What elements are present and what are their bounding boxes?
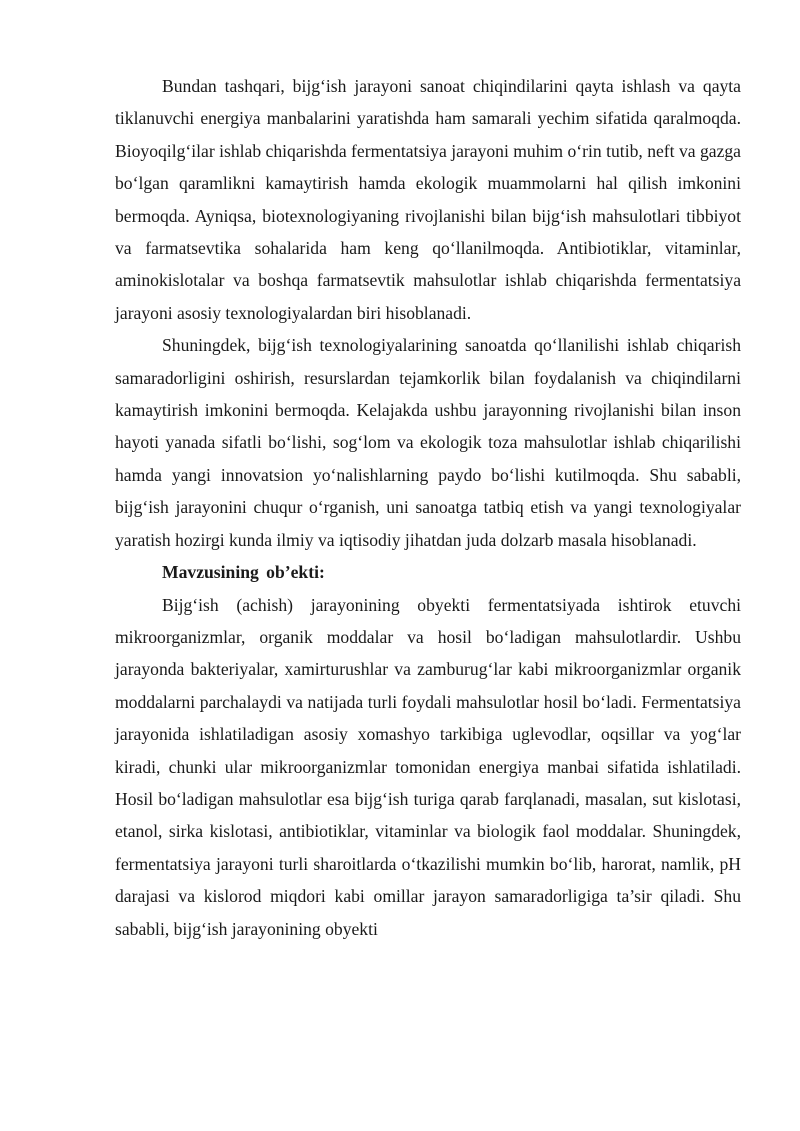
document-body (115, 70, 741, 945)
paragraph-fermentation-object: Bijg‘ish (achish) jarayonining obyekti fermentatsiyada ishtirok etuvchi mikroorganizmlar, organik moddalar va hosil bo‘ladigan mahsulotlardir. Ushbu jarayonda bakteriyalar, xamirturushlar va zamburug‘lar kabi mikroorganizmlar organik moddalarni parchalaydi va natijada turli foydali mahsulotlar hosil bo‘ladi. Fermentatsiya jarayonida ishlatiladigan asosiy xomashyo tarkibiga uglevodlar, oqsillar va yog‘lar kiradi, chunki ular mikroorganizmlar tomonidan energiya manbai sifatida ishlatiladi. Hosil bo‘ladigan mahsulotlar esa bijg‘ish turiga qarab farqlanadi, masalan, sut kislotasi, etanol, sirka kislotasi, antibiotiklar, vitaminlar va biologik faol moddalar. Shuningdek, fermentatsiya jarayoni turli sharoitlarda o‘tkazilishi mumkin bo‘lib, harorat, namlik, pH darajasi va kislorod miqdori kabi omillar jarayon samaradorligiga ta’sir qiladi. Shu sababli, bijg‘ish jarayonining obyekti (115, 594, 741, 939)
section-heading-object: Mavzusining ob’ekti: (162, 562, 325, 583)
paragraph-industrial-waste: Bundan tashqari, bijg‘ish jarayoni sanoat chiqindilarini qayta ishlash va qayta tiklanuvchi energiya manbalarini yaratishda ham samarali yechim sifatida qaralmoqda. Bioyoqilg‘ilar ishlab chiqarishda fermentatsiya jarayoni muhim o‘rin tutib, neft va gazga bo‘lgan qaramlikni kamaytirish hamda ekologik muammolarni hal qilish imkonini bermoqda. Ayniqsa, biotexnologiyaning rivojlanishi bilan bijg‘ish mahsulotlari tibbiyot va farmatsevtika sohalarida ham keng qo‘llanilmoqda. Antibiotiklar, vitaminlar, aminokislotalar va boshqa farmatsevtik mahsulotlar ishlab chiqarishda fermentatsiya jarayoni asosiy texnologiyalardan biri hisoblanadi. (115, 76, 741, 323)
paragraph-technology-application: Shuningdek, bijg‘ish texnologiyalarining sanoatda qo‘llanilishi ishlab chiqarish samaradorligini oshirish, resurslardan tejamkorlik bilan foydalanish va chiqindilarni kamaytirish imkonini bermoqda. Kelajakda ushbu jarayonning rivojlanishi bilan inson hayoti yanada sifatli bo‘lishi, sog‘lom va ekologik toza mahsulotlar ishlab chiqarilishi hamda yangi innovatsion yo‘nalishlarning paydo bo‘lishi kutilmoqda. Shu sababli, bijg‘ish jarayonini chuqur o‘rganish, uni sanoatga tatbiq etish va yangi texnologiyalar yaratish hozirgi kunda ilmiy va iqtisodiy jihatdan juda dolzarb masala hisoblanadi. (115, 335, 741, 550)
